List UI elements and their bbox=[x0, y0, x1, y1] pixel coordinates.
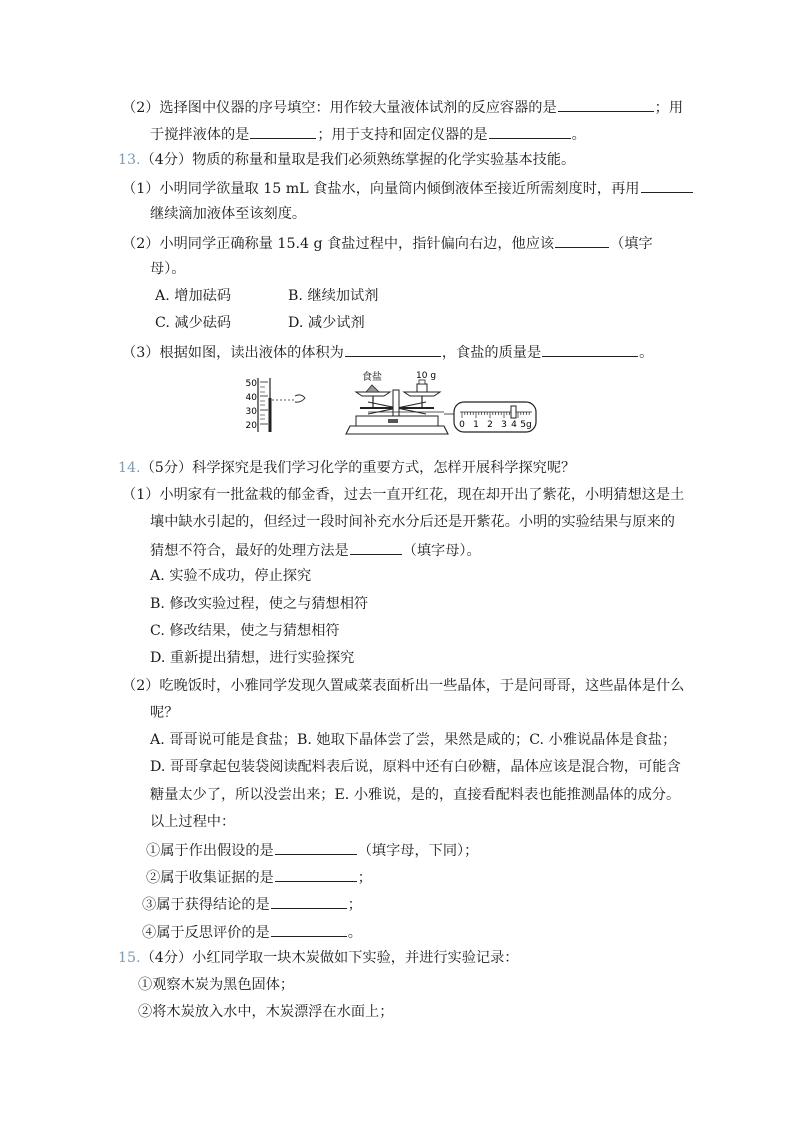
q13-option-d bbox=[288, 313, 365, 333]
option-b: B. 修改实验过程，使之与猜想相符 bbox=[150, 596, 369, 612]
q13-part1-line1 bbox=[122, 177, 694, 199]
q14-text: 猜想不符合，最好的处理方法是 bbox=[150, 543, 349, 559]
answer-blank[interactable] bbox=[555, 232, 609, 248]
q14-stem bbox=[118, 458, 575, 478]
q14-part1-line2 bbox=[150, 512, 675, 532]
q13-option-a bbox=[155, 286, 231, 306]
option-d: D. 重新提出猜想，进行实验探究 bbox=[150, 650, 355, 666]
option-d: D. 减少试剂 bbox=[288, 315, 365, 331]
q13-text: 继续滴加液体至该刻度。 bbox=[150, 206, 307, 222]
q12-text: 。 bbox=[571, 127, 586, 143]
balance-scale bbox=[346, 370, 448, 434]
q14-text: （2）吃晚饭时，小雅同学发现久置咸菜表面析出一些晶体，于是问哥哥，这些晶体是什么 bbox=[122, 678, 685, 694]
answer-blank[interactable] bbox=[250, 123, 316, 139]
q13-text: ，食盐的质量是 bbox=[441, 345, 542, 361]
q13-part2-line1 bbox=[122, 232, 653, 254]
q13-text: （填字 bbox=[610, 236, 653, 252]
q14-text: ； bbox=[347, 897, 362, 913]
scale-tick-label: 4 bbox=[511, 420, 517, 430]
scale-tick-label: 5g bbox=[520, 420, 532, 430]
q15-step1 bbox=[138, 975, 294, 995]
answer-blank[interactable] bbox=[275, 866, 357, 882]
q14-text: D. 哥哥拿起包装袋阅读配料表后说，原料中还有白砂糖，晶体应该是混合物，可能含 bbox=[150, 759, 681, 775]
q14-text: 呢？ bbox=[150, 705, 179, 721]
balance-cylinder-figure bbox=[245, 368, 538, 442]
scale-tick-label: 2 bbox=[487, 420, 493, 430]
q14-option-a bbox=[150, 566, 311, 586]
salt-pile bbox=[366, 385, 379, 392]
q14-part2-line3 bbox=[150, 730, 676, 750]
measuring-cylinder bbox=[246, 378, 305, 432]
q14-part2-line2 bbox=[150, 703, 178, 723]
q13-part1-line2 bbox=[150, 204, 306, 224]
q14-option-b bbox=[150, 594, 368, 614]
cylinder-tick-label: 30 bbox=[245, 407, 257, 417]
q14-part2-line1 bbox=[122, 676, 684, 696]
q14-option-d bbox=[150, 648, 354, 668]
answer-blank[interactable] bbox=[275, 839, 357, 855]
answer-blank[interactable] bbox=[345, 341, 441, 357]
q14-part2-line4 bbox=[150, 757, 681, 777]
option-a: A. 增加砝码 bbox=[155, 288, 232, 304]
q14-sub3 bbox=[142, 893, 362, 915]
cylinder-tick-label: 50 bbox=[245, 379, 257, 389]
rider-scale-magnified bbox=[454, 402, 536, 432]
q13-stem bbox=[118, 150, 575, 170]
q13-part2-line2 bbox=[150, 259, 185, 279]
q15-text: ②将木炭放入水中，木炭漂浮在水面上； bbox=[138, 1004, 394, 1020]
q13-part3 bbox=[122, 341, 653, 363]
q14-sub4 bbox=[142, 921, 362, 943]
question-stem: （4分）小红同学取一块木炭做如下实验，并进行实验记录： bbox=[140, 950, 519, 966]
q14-text: ； bbox=[357, 870, 372, 886]
question-stem: （5分）科学探究是我们学习化学的重要方式，怎样开展科学探究呢？ bbox=[140, 460, 576, 476]
question-number: 13. bbox=[118, 152, 141, 168]
q14-text: （1）小明家有一批盆栽的郁金香，过去一直开红花，现在却开出了紫花，小明猜想这是土 bbox=[122, 487, 685, 503]
scale-tick-label: 1 bbox=[473, 420, 479, 430]
weight-block bbox=[417, 384, 427, 392]
right-pan-label: 10 g bbox=[416, 371, 437, 381]
answer-blank[interactable] bbox=[641, 177, 693, 193]
rider-marker bbox=[511, 406, 516, 418]
q13-text: （3）根据如图，读出液体的体积为 bbox=[122, 345, 344, 361]
q14-text: ④属于反思评价的是 bbox=[142, 925, 270, 941]
q12-text: （2）选择图中仪器的序号填空：用作较大量液体试剂的反应容器的是 bbox=[122, 100, 557, 116]
option-b: B. 继续加试剂 bbox=[288, 288, 379, 304]
q13-text: 。 bbox=[639, 345, 654, 361]
option-c: C. 修改结果，使之与猜想相符 bbox=[150, 623, 340, 639]
answer-blank[interactable] bbox=[271, 921, 347, 937]
q13-option-b bbox=[288, 286, 378, 306]
q15-text: ①观察木炭为黑色固体； bbox=[138, 977, 295, 993]
q15-stem bbox=[118, 948, 518, 968]
figure-svg bbox=[245, 368, 538, 442]
q15-step2 bbox=[138, 1002, 393, 1022]
q13-text: 母）。 bbox=[150, 261, 186, 277]
q14-text: 壤中缺水引起的，但经过一段时间补充水分后还是开紫花。小明的实验结果与原来的 bbox=[150, 514, 675, 530]
q14-text: ①属于作出假设的是 bbox=[146, 843, 274, 859]
q14-text: （填字母）。 bbox=[402, 543, 481, 559]
q14-text: A. 哥哥说可能是食盐；B. 她取下晶体尝了尝，果然是咸的；C. 小雅说晶体是食盐； bbox=[150, 732, 677, 748]
q14-text: （填字母，下同）； bbox=[357, 843, 479, 859]
option-a: A. 实验不成功，停止探究 bbox=[150, 568, 312, 584]
q14-part1-line3 bbox=[150, 539, 481, 561]
q12-text: ；用于支持和固定仪器的是 bbox=[317, 127, 488, 143]
q12-part2-line1 bbox=[122, 96, 683, 118]
answer-blank[interactable] bbox=[271, 893, 347, 909]
q12-text: ；用 bbox=[654, 100, 684, 116]
cylinder-tick-label: 40 bbox=[245, 393, 257, 403]
answer-blank[interactable] bbox=[558, 96, 654, 112]
q14-sub1 bbox=[146, 839, 478, 861]
q14-text: ③属于获得结论的是 bbox=[142, 897, 270, 913]
question-stem: （4分）物质的称量和量取是我们必须熟练掌握的化学实验基本技能。 bbox=[140, 152, 576, 168]
answer-blank[interactable] bbox=[350, 539, 402, 555]
answer-blank[interactable] bbox=[489, 123, 571, 139]
q14-part1-line1 bbox=[122, 485, 684, 505]
option-c: C. 减少砝码 bbox=[155, 315, 232, 331]
q13-text: （2）小明同学正确称量 15.4 g 食盐过程中，指针偏向右边，他应该 bbox=[122, 236, 555, 252]
cylinder-tick-label: 20 bbox=[245, 421, 257, 431]
q14-part2-line6 bbox=[150, 812, 235, 832]
scale-tick-label: 3 bbox=[501, 420, 507, 430]
question-number: 14. bbox=[118, 460, 141, 476]
q14-sub2 bbox=[146, 866, 372, 888]
q13-option-c bbox=[155, 313, 231, 333]
q14-text: ②属于收集证据的是 bbox=[146, 870, 274, 886]
q12-part2-line2 bbox=[150, 123, 586, 145]
q14-part2-line5 bbox=[150, 785, 680, 805]
q14-text: 以上过程中： bbox=[150, 814, 236, 830]
q14-text: 。 bbox=[347, 925, 362, 941]
left-pan-label: 食盐 bbox=[362, 372, 382, 383]
answer-blank[interactable] bbox=[542, 341, 638, 357]
q14-text: 糖量太少了，所以没尝出来；E. 小雅说，是的，直接看配料表也能推测晶体的成分。 bbox=[150, 787, 681, 803]
eye-icon bbox=[295, 395, 305, 402]
question-number: 15. bbox=[118, 950, 141, 966]
q13-text: （1）小明同学欲量取 15 mL 食盐水，向量筒内倾倒液体至接近所需刻度时，再用 bbox=[122, 181, 640, 197]
q14-option-c bbox=[150, 621, 340, 641]
q12-text: 于搅拌液体的是 bbox=[150, 127, 250, 143]
scale-tick-label: 0 bbox=[459, 420, 465, 430]
